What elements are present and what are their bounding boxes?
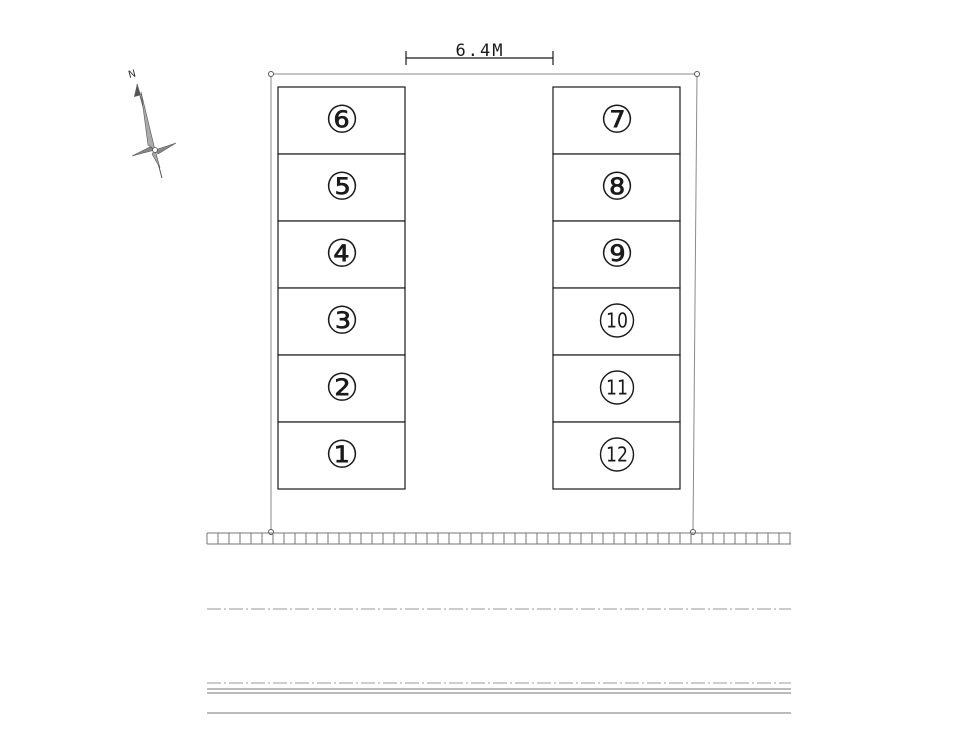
parking-slot [278, 288, 405, 355]
boundary-corner-marker [695, 72, 700, 77]
parking-slot [278, 154, 405, 221]
compass-north-label: N [127, 68, 138, 82]
parking-slot-number: ⑦ [599, 97, 635, 142]
dimension-label: 6.4M [455, 41, 505, 61]
parking-slot [278, 355, 405, 422]
parking-slot-number: ⑧ [599, 164, 635, 209]
parking-slot-number: 11 [606, 375, 628, 400]
parking-slot-number: 12 [606, 442, 628, 467]
parking-slot-number: ⑨ [599, 231, 635, 276]
parking-slot [553, 422, 680, 489]
parking-column-right [553, 87, 680, 489]
dimension-indicator [406, 41, 553, 65]
north-arrow-icon [127, 68, 176, 178]
boundary-corner-marker [269, 72, 274, 77]
parking-slot [553, 355, 680, 422]
parking-slot [278, 221, 405, 288]
road-edge [207, 683, 791, 713]
parking-slot [278, 87, 405, 154]
parking-slot-number: ① [324, 432, 360, 477]
parking-slot-number: ② [324, 365, 360, 410]
road-gutter [207, 533, 791, 544]
parking-slot-number: ③ [324, 298, 360, 343]
parking-slot [553, 154, 680, 221]
parking-slot [553, 221, 680, 288]
parking-slot [278, 422, 405, 489]
parking-slot-number: ④ [324, 231, 360, 276]
parking-slot-number: 10 [606, 308, 628, 333]
parking-slot [553, 288, 680, 355]
parking-column-left [278, 87, 405, 489]
parking-slot [553, 87, 680, 154]
parking-slot-number: ⑥ [324, 97, 360, 142]
parking-slot-number: ⑤ [324, 164, 360, 209]
